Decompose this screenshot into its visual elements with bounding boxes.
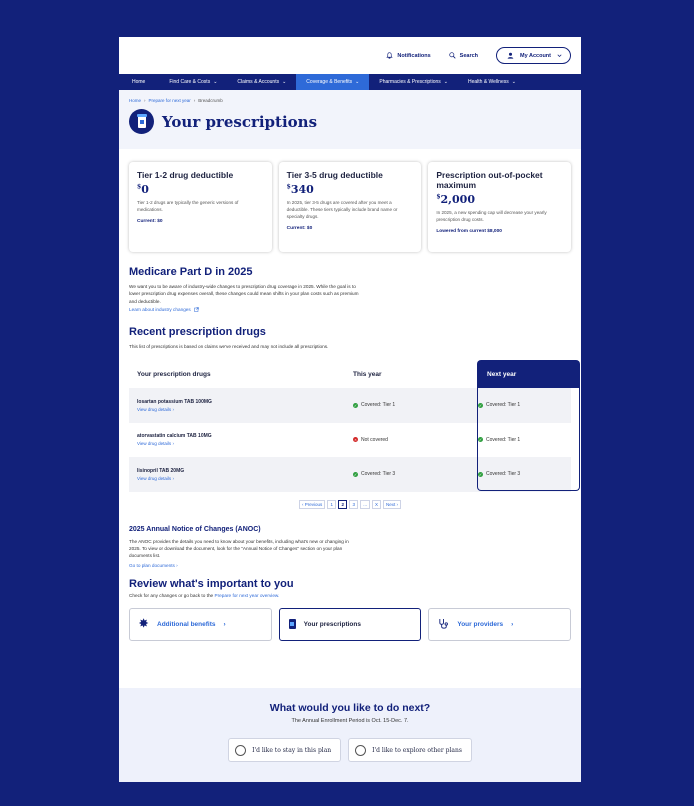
chevron-down-icon: ⌄ xyxy=(213,79,218,85)
card-description: Tier 1-2 drugs are typically the generic versions of medications. xyxy=(137,200,239,213)
search-icon xyxy=(449,52,456,59)
drug-name: atorvastatin calcium TAB 10MG xyxy=(137,433,212,440)
pagination-page[interactable]: 3 xyxy=(349,500,358,509)
drug-table xyxy=(129,360,571,492)
card-current: Current: $0 xyxy=(137,218,163,224)
next-year-status: ✓ Covered: Tier 1 xyxy=(478,402,521,409)
your-providers-card[interactable]: Your providers › xyxy=(428,608,571,641)
card-title: Prescription out-of-pocket maximum xyxy=(436,170,543,191)
chevron-down-icon xyxy=(557,53,562,58)
check-circle-icon: ✓ xyxy=(353,402,358,408)
your-prescriptions-card[interactable] xyxy=(279,608,422,641)
nav-label: Claims & Accounts xyxy=(237,79,280,85)
notifications-label: Notifications xyxy=(397,52,431,59)
chevron-down-icon: ⌄ xyxy=(355,79,360,85)
industry-changes-link[interactable]: Learn about industry changes xyxy=(129,306,191,312)
nav-item-home[interactable] xyxy=(119,74,157,90)
cost-cards xyxy=(119,149,581,252)
recent-drugs-intro: This list of prescriptions is based on claims we've received and may not include all prescriptions. xyxy=(129,343,329,349)
nav-label: Coverage & Benefits xyxy=(306,79,353,85)
starburst-icon: ✸ xyxy=(139,618,149,631)
pagination xyxy=(129,500,571,509)
card-description: In 2025, a new spending cap will decrease your yearly prescription drug costs. xyxy=(436,210,547,223)
card-description: In 2025, tier 3-5 drugs are covered after you meet a deductible. These tiers typically include brand name or specialty drugs. xyxy=(286,200,398,219)
next-year-status: ✓ Covered: Tier 3 xyxy=(478,471,521,478)
drugs-header: Your prescription drugs xyxy=(137,370,211,378)
pagination-page-current[interactable]: 2 xyxy=(338,500,347,509)
user-icon xyxy=(507,52,514,59)
prescription-bottle-icon xyxy=(289,619,296,629)
medicare-body: We want you to be aware of industry-wide changes to prescription drug coverage in 2025. While the goal is to lower prescription drug expenses overall, these changes could mean shifts in your plan costs such as premium and deductible. xyxy=(129,284,359,304)
view-drug-details-link[interactable]: View drug details › xyxy=(137,441,174,447)
breadcrumb-separator: › xyxy=(193,98,196,103)
card-title: Tier 1-2 drug deductible xyxy=(137,170,234,180)
pagination-page[interactable]: X xyxy=(372,500,381,509)
explore-plans-option[interactable] xyxy=(348,738,472,762)
bell-icon xyxy=(386,52,393,59)
search-button[interactable] xyxy=(449,52,478,59)
page-title: Your prescriptions xyxy=(162,112,318,131)
radio-button[interactable] xyxy=(355,745,366,756)
nav-label: Home xyxy=(132,79,146,85)
view-drug-details-link[interactable]: View drug details › xyxy=(137,475,174,481)
card-current: Lowered from current $8,000 xyxy=(436,229,502,235)
my-account-label: My Account xyxy=(520,52,551,59)
nav-label: Pharmacies & Prescriptions xyxy=(379,79,441,85)
x-circle-icon: × xyxy=(354,437,357,443)
breadcrumb-prepare-link[interactable]: Prepare for next year xyxy=(148,98,191,103)
anoc-section xyxy=(119,526,581,569)
pagination-page[interactable]: 1 xyxy=(327,500,336,509)
anoc-title: 2025 Annual Notice of Changes (ANOC) xyxy=(129,525,261,533)
pagination-ellipsis: ... xyxy=(360,500,370,509)
next-year-column-frame xyxy=(477,388,580,491)
next-steps-title: What would you like to do next? xyxy=(269,702,431,714)
anoc-body: The ANOC provides the details you need to know about your benefits, including what's new or changing in 2025. To view or download the document, look for the "Annual Notice of Changes" section on your plan documents list. xyxy=(129,538,349,559)
card-amount: $2,000 xyxy=(436,193,475,207)
this-year-header: This year xyxy=(353,370,382,378)
nav-item-find-care[interactable] xyxy=(157,74,227,90)
stay-in-plan-option[interactable] xyxy=(228,738,341,762)
breadcrumb-current: Breadcrumb xyxy=(198,98,223,103)
this-year-status: ✓ Covered: Tier 3 xyxy=(353,471,396,478)
chevron-down-icon: ⌄ xyxy=(443,79,448,85)
check-circle-icon: ✓ xyxy=(478,402,483,408)
card-amount: $0 xyxy=(137,183,149,197)
next-steps-section xyxy=(119,688,581,782)
out-of-pocket-max-card xyxy=(428,162,571,252)
this-year-status: × Not covered xyxy=(354,436,388,443)
radio-button[interactable] xyxy=(235,745,246,756)
plan-documents-link[interactable]: Go to plan documents › xyxy=(129,563,178,569)
tier-1-2-deductible-card xyxy=(129,162,272,252)
view-drug-details-link[interactable]: View drug details › xyxy=(137,406,174,412)
your-prescriptions-label: Your prescriptions xyxy=(303,620,361,628)
chevron-down-icon: ⌄ xyxy=(282,79,287,85)
nav-item-pharmacies[interactable] xyxy=(369,74,458,90)
my-account-button[interactable] xyxy=(496,47,571,64)
drug-name: lisinopril TAB 20MG xyxy=(137,467,185,474)
nav-item-claims[interactable] xyxy=(227,74,296,90)
breadcrumb xyxy=(129,98,571,103)
check-circle-icon: ✓ xyxy=(478,437,483,443)
card-title: Tier 3-5 drug deductible xyxy=(286,170,383,180)
pagination-next[interactable]: Next › xyxy=(383,500,401,509)
next-year-status: ✓ Covered: Tier 1 xyxy=(478,436,521,443)
breadcrumb-home-link[interactable]: Home xyxy=(129,98,142,103)
review-intro: Check for any changes or go back to the Prepare for next year overview. xyxy=(129,593,280,599)
breadcrumb-separator: › xyxy=(144,98,146,103)
this-year-status: ✓ Covered: Tier 1 xyxy=(353,402,396,409)
explore-plans-label: I'd like to explore other plans xyxy=(372,746,462,754)
enrollment-period-text: The Annual Enrollment Period is Oct. 15-Dec. 7. xyxy=(291,718,409,724)
page xyxy=(119,37,581,782)
recent-drugs-title: Recent prescription drugs xyxy=(129,325,266,338)
check-circle-icon: ✓ xyxy=(353,471,358,477)
tier-3-5-deductible-card xyxy=(279,162,422,252)
drug-name: losartan potassium TAB 100MG xyxy=(137,398,212,405)
review-title: Review what's important to you xyxy=(129,578,294,591)
page-header xyxy=(119,90,581,149)
prepare-overview-link[interactable]: Prepare for next year overview. xyxy=(214,593,280,599)
additional-benefits-card[interactable]: ✸ Additional benefits › xyxy=(129,608,272,641)
nav-item-coverage[interactable] xyxy=(296,74,369,90)
additional-benefits-label: Additional benefits xyxy=(157,620,216,628)
next-step-options xyxy=(119,738,581,762)
chevron-down-icon: ⌄ xyxy=(511,79,516,85)
nav-label: Health & Wellness xyxy=(467,79,509,85)
stay-in-plan-label: I'd like to stay in this plan xyxy=(252,746,332,754)
nav-item-health[interactable] xyxy=(458,74,526,90)
your-providers-label: Your providers xyxy=(457,620,504,628)
pagination-previous[interactable]: ‹ Previous xyxy=(299,500,325,509)
review-section xyxy=(119,578,581,640)
recent-drugs-section xyxy=(119,326,581,509)
medicare-title: Medicare Part D in 2025 xyxy=(129,266,253,278)
external-link-icon[interactable] xyxy=(194,307,199,312)
next-year-header: Next year xyxy=(477,360,580,388)
stethoscope-icon xyxy=(438,618,449,630)
utility-bar xyxy=(119,37,581,74)
medicare-section xyxy=(119,266,581,312)
nav-label: Find Care & Costs xyxy=(169,79,211,85)
main-nav xyxy=(119,74,581,90)
check-circle-icon: ✓ xyxy=(478,471,483,477)
notifications-button[interactable] xyxy=(386,52,430,59)
card-current: Current: $0 xyxy=(286,225,313,231)
search-label: Search xyxy=(459,52,479,59)
review-cards xyxy=(129,608,571,641)
prescription-bottle-icon xyxy=(129,109,154,134)
card-amount: $340 xyxy=(286,183,314,197)
